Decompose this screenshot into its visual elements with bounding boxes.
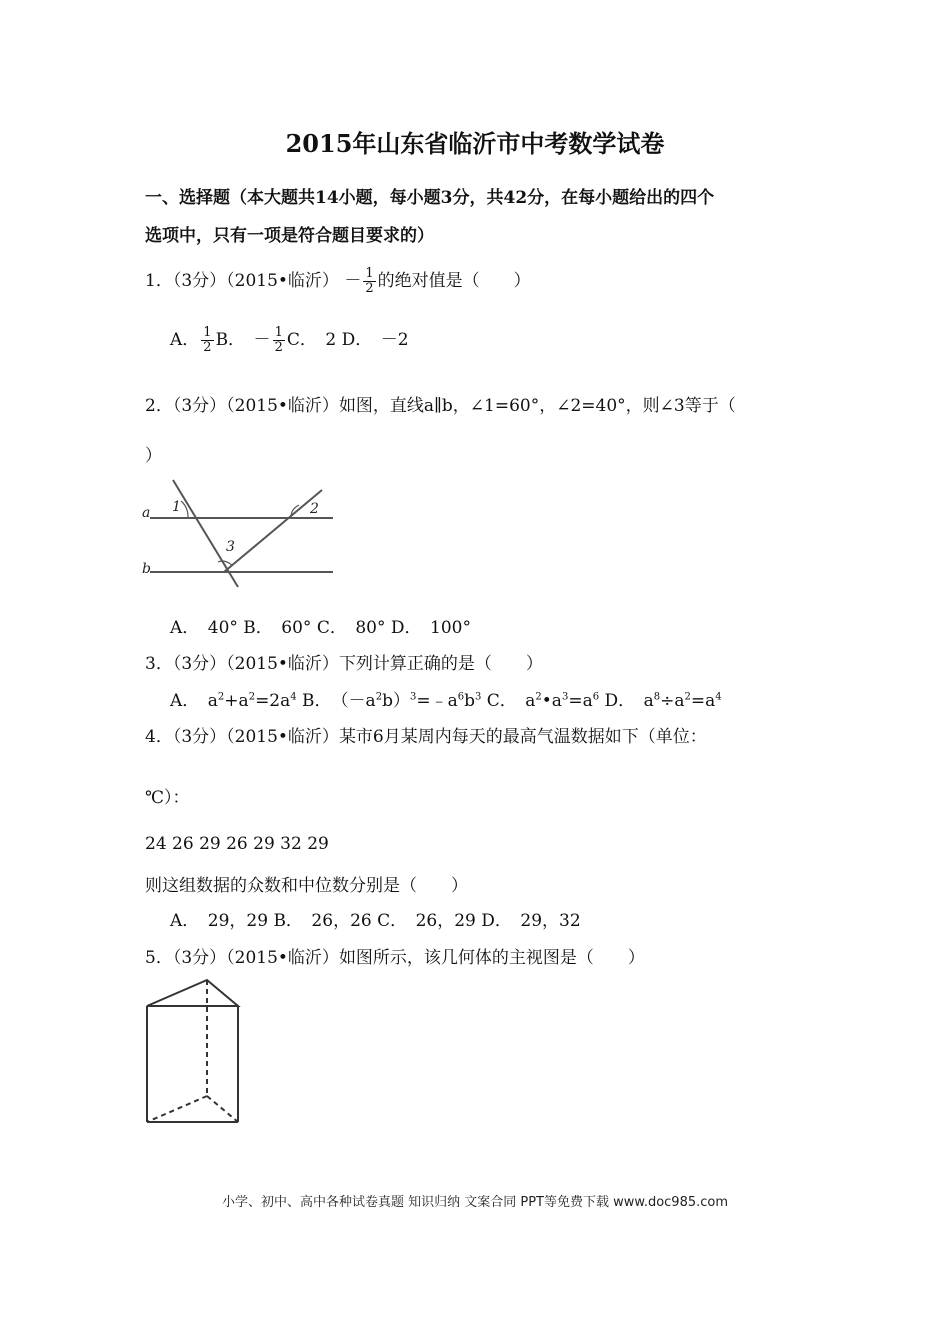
section-heading-line2: 选项中，只有一项是符合题目要求的） [145,226,434,246]
label-b: b [142,561,151,577]
question-2-options: A． 40° B． 60° C． 80° D． 100° [170,618,471,638]
question-1 [145,266,531,296]
parallel-lines-figure [138,475,338,595]
question-score-source: （3分）（2015•临沂） [172,727,339,747]
question-score-source: （3分）（2015•临沂） [172,654,339,674]
question-4-continuation: ℃）： [145,788,190,808]
question-4-ask: 则这组数据的众数和中位数分别是（ ） [145,876,468,896]
question-score-source: （3分）（2015•临沂） [172,271,339,291]
label-angle-2: 2 [310,501,319,517]
temperature-data: 24 26 29 26 29 32 29 [145,834,329,854]
page-title: 2015年山东省临沂市中考数学试卷 [285,129,665,158]
question-stem: 的绝对值是（ ） [377,271,531,291]
option-b-label: B． － [215,330,271,350]
transversal-2 [224,490,322,572]
question-number: 5． [145,948,173,968]
question-1-options [170,325,409,355]
question-number: 3． [145,654,173,674]
question-stem: 如图，直线a∥b，∠1=60°，∠2=40°，则∠3等于（ [338,396,736,416]
label-angle-1: 1 [172,499,181,515]
question-2-continuation: ） [145,446,162,466]
footer-text: 小学、初中、高中各种试卷真题 知识归纳 文案合同 PPT等免费下载 www.doc985.com [221,1195,729,1210]
fraction: $\frac{1}{2}$ [365,266,374,296]
question-3 [145,649,543,674]
label-a: a [142,505,151,521]
question-number: 2． [145,396,173,416]
option-a-fraction: $\frac{1}{2}$ [203,325,212,355]
option-d: D． －2 [341,330,409,350]
question-stem: 下列计算正确的是（ ） [338,654,543,674]
option-b-fraction: $\frac{1}{2}$ [274,325,283,355]
question-stem: 某市6月某周内每天的最高气温数据如下（单位： [338,727,707,747]
question-5 [145,943,645,968]
question-3-options: A． $a^2+a^2=2a^4$ B． $(-a^2b)^3=﹣a^6b^3$ C． $a^2•a^3=a^6$ D． $a^8\div a^2=a^4$ [170,691,722,711]
transversal-1 [173,480,238,587]
minus-sign: － [344,271,362,291]
triangular-prism-figure [140,972,248,1130]
question-stem: 如图所示，该几何体的主视图是（ ） [338,948,645,968]
question-4 [145,722,707,747]
label-angle-3: 3 [226,539,235,555]
question-2 [145,391,736,416]
question-score-source: （3分）（2015•临沂） [172,948,339,968]
option-c: C． 2 [286,330,337,350]
prism-top-face [147,980,238,1006]
option-a-label: A． [170,330,200,350]
question-number: 1． [145,271,173,291]
question-number: 4． [145,727,173,747]
question-score-source: （3分）（2015•临沂） [172,396,339,416]
section-heading-line1: 一、选择题（本大题共14小题，每小题3分，共42分，在每小题给出的四个 [145,188,715,208]
question-4-options: A． 29，29 B． 26，26 C． 26，29 D． 29，32 [170,911,581,931]
